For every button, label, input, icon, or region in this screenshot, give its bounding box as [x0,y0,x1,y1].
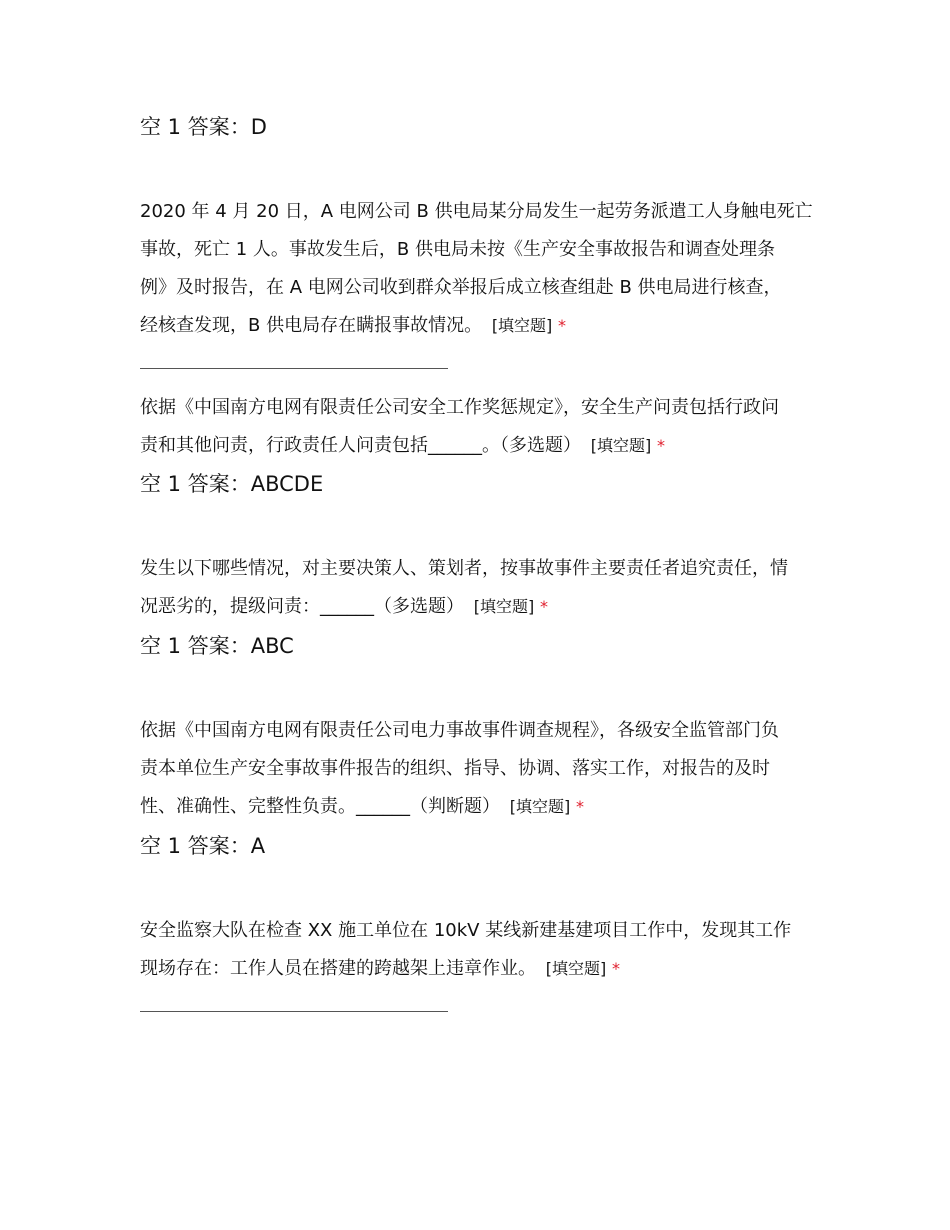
question-line: 依据《中国南方电网有限责任公司安全工作奖惩规定》，安全生产问责包括行政问 [140,397,779,418]
question-block [140,712,820,826]
question-line: 例》及时报告，在 A 电网公司收到群众举报后成立核查组赴 B 供电局进行核查， [140,277,782,298]
question-type-tag: [填空题] [473,597,535,616]
question-line: 安全监察大队在检查 XX 施工单位在 10kV 某线新建基建项目工作中，发现其工作 [140,920,792,941]
answer-blank-line[interactable] [140,368,448,369]
required-marker: * [611,959,620,978]
question-block [140,193,820,345]
required-marker: * [575,797,584,816]
question-type-tag: [填空题] [590,436,652,455]
question-type-tag: [填空题] [545,959,607,978]
answer-text: 空 1 答案：A [140,834,266,858]
question-line-last [140,950,820,988]
question-text: 现场存在：工作人员在搭建的跨越架上违章作业。 [140,958,536,979]
question-line: 发生以下哪些情况，对主要决策人、策划者，按事故事件主要责任者追究责任，情 [140,558,788,579]
question-type-tag: [填空题] [509,797,571,816]
question-line: 责本单位生产安全事故事件报告的组织、指导、协调、落实工作，对报告的及时 [140,758,770,779]
answer-text: 空 1 答案：ABCDE [140,472,324,496]
question-line: 事故，死亡 1 人。事故发生后，B 供电局未按《生产安全事故报告和调查处理条 [140,239,775,260]
question-text: 性、准确性、完整性负责。______（判断题） [140,796,500,817]
question-text: 经核查发现，B 供电局存在瞒报事故情况。 [140,315,483,336]
question-line-last [140,307,820,345]
answer-blank-line[interactable] [140,1011,448,1012]
question-line-last [140,588,820,626]
required-marker: * [539,597,548,616]
question-block [140,912,820,988]
answer-text: 空 1 答案：ABC [140,634,294,658]
question-line-last [140,427,820,465]
question-line: 依据《中国南方电网有限责任公司电力事故事件调查规程》，各级安全监管部门负 [140,720,779,741]
question-block [140,550,820,626]
required-marker: * [656,436,665,455]
answer-text: 空 1 答案：D [140,115,267,139]
question-block [140,389,820,465]
question-line: 2020 年 4 月 20 日，A 电网公司 B 供电局某分局发生一起劳务派遣工人身触电死亡 [140,201,813,222]
required-marker: * [558,316,567,335]
question-text: 况恶劣的，提级问责：______（多选题） [140,596,464,617]
question-line-last [140,788,820,826]
question-text: 责和其他问责，行政责任人问责包括______。（多选题） [140,435,581,456]
question-type-tag: [填空题] [491,316,553,335]
